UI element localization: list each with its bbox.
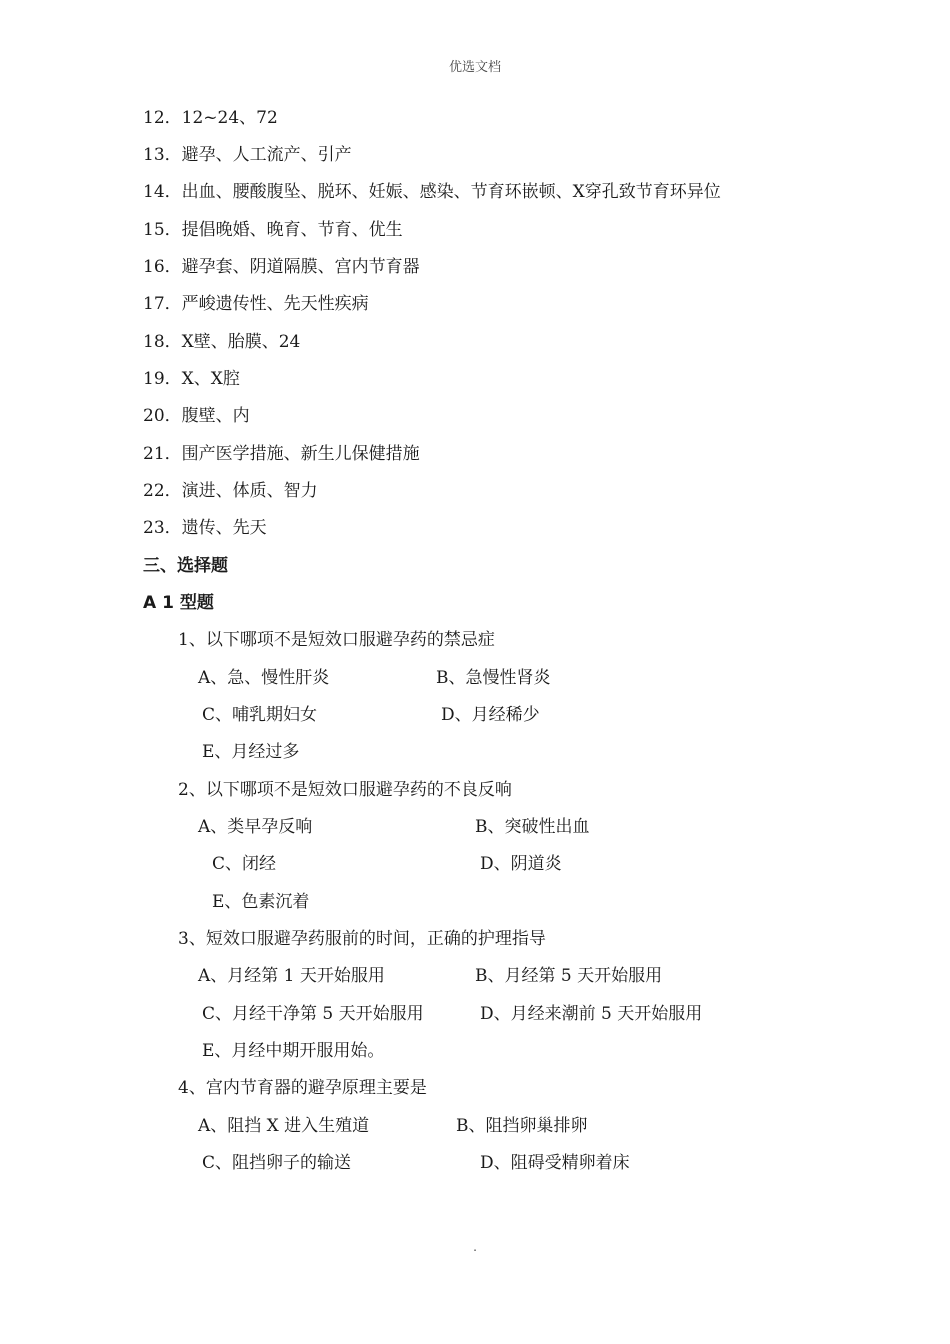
question-2-option-d: D、阴道炎 xyxy=(480,854,562,874)
question-1-option-e: E、月经过多 xyxy=(202,742,300,762)
question-1-option-c: C、哺乳期妇女 xyxy=(202,705,318,725)
answer-line-15: 15．提倡晚婚、晚育、节育、优生 xyxy=(143,220,403,240)
subsection-title: A 1 型题 xyxy=(143,593,214,613)
question-1-option-d: D、月经稀少 xyxy=(441,705,540,725)
question-3-option-a: A、月经第 1 天开始服用 xyxy=(198,966,385,986)
question-3-option-c: C、月经干净第 5 天开始服用 xyxy=(202,1004,424,1024)
question-4-option-b: B、阻挡卵巢排卵 xyxy=(456,1116,588,1136)
question-3-stem: 3、短效口服避孕药服前的时间，正确的护理指导 xyxy=(178,929,546,949)
answer-line-12: 12．12~24、72 xyxy=(143,108,278,128)
question-2-option-e: E、色素沉着 xyxy=(212,892,310,912)
question-3-option-b: B、月经第 5 天开始服用 xyxy=(475,966,663,986)
answer-line-20: 20．腹壁、内 xyxy=(143,406,250,426)
answer-line-16: 16．避孕套、阴道隔膜、宫内节育器 xyxy=(143,257,420,277)
section-title: 三、选择题 xyxy=(143,556,228,576)
question-4-option-d: D、阻碍受精卵着床 xyxy=(480,1153,630,1173)
answer-line-21: 21．围产医学措施、新生儿保健措施 xyxy=(143,444,420,464)
answer-line-23: 23．遗传、先天 xyxy=(143,518,267,538)
question-3-option-e: E、月经中期开服用始。 xyxy=(202,1041,385,1061)
question-2-option-b: B、突破性出血 xyxy=(475,817,590,837)
question-2-stem: 2、以下哪项不是短效口服避孕药的不良反响 xyxy=(178,780,512,800)
answer-line-22: 22．演进、体质、智力 xyxy=(143,481,318,501)
question-2-option-c: C、闭经 xyxy=(212,854,277,874)
answer-line-17: 17．严峻遗传性、先天性疾病 xyxy=(143,294,369,314)
answer-line-19: 19．X、X腔 xyxy=(143,369,240,389)
question-3-option-d: D、月经来潮前 5 天开始服用 xyxy=(480,1004,703,1024)
question-2-option-a: A、类早孕反响 xyxy=(198,817,313,837)
page-header: 优选文档 xyxy=(448,60,501,75)
page-footer: . xyxy=(473,1240,477,1254)
question-1-option-a: A、急、慢性肝炎 xyxy=(198,668,330,688)
question-4-option-a: A、阻挡 X 进入生殖道 xyxy=(198,1116,370,1136)
answer-line-13: 13．避孕、人工流产、引产 xyxy=(143,145,352,165)
answer-line-14: 14．出血、腰酸腹坠、脱环、妊娠、感染、节育环嵌顿、X穿孔致节育环异位 xyxy=(143,182,721,202)
question-4-stem: 4、宫内节育器的避孕原理主要是 xyxy=(178,1078,427,1098)
question-4-option-c: C、阻挡卵子的输送 xyxy=(202,1153,352,1173)
answer-line-18: 18．X壁、胎膜、24 xyxy=(143,332,301,352)
question-1-stem: 1、以下哪项不是短效口服避孕药的禁忌症 xyxy=(178,630,495,650)
question-1-option-b: B、急慢性肾炎 xyxy=(436,668,551,688)
